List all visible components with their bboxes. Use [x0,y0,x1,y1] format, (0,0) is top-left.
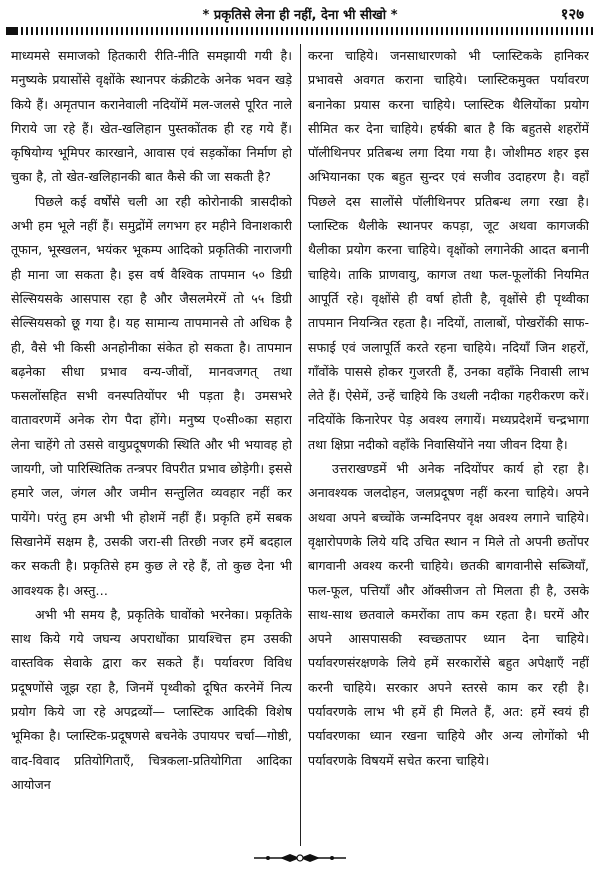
header-rule [6,27,594,35]
page-number: १२७ [560,5,584,23]
article-body [0,44,600,846]
paragraph: पिछले कई वर्षोंसे चली आ रही कोरोनाकी त्रासदीको अभी हम भूले नहीं हैं। समुद्रोंमें लगभग हर महीने विनाशकारी तूफान, भूस्खलन, भयंकर भूकम्प आदिको प्रकृतिकी नाराजगी ही माना जा सकता है। इस वर्ष वैश्विक तापमान ५० डिग्री सेल्सियसके आसपास रहा है और जैसलमेरमें तो ५५ डिग्री सेल्सियसको छू गया है। यह सामान्य तापमानसे तो अधिक है ही, वैसे भी किसी अनहोनीका संकेत हो सकता है। तापमान बढ़नेका सीधा प्रभाव वन्य-जीवों, मानवजगत् तथा फसलोंसहित सभी वनस्पतियोंपर भी पड़ता है। उमसभरे वातावरणमें अनेक रोग पैदा होंगे। मनुष्य ए०सी०का सहारा लेना चाहेंगे तो उससे वायुप्रदूषणकी स्थिति और भी भयावह हो जायगी, जो पारिस्थितिक तन्त्रपर विपरीत प्रभाव छोड़ेगी। इससे हमारे जल, जंगल और जमीन सन्तुलित व्यवहार नहीं कर पायेंगे। परंतु हम अभी भी होशमें नहीं हैं। प्रकृति हमें सबक सिखानेमें सक्षम है, उसकी जरा-सी तिरछी नजर हमें बदहाल कर सकती है। प्रकृतिसे हम कुछ ले रहे हैं, तो कुछ देना भी आवश्यक है। अस्तु… [11,193,292,598]
right-column [308,44,589,846]
paragraph: माध्यमसे समाजको हितकारी रीति-नीति समझायी गयी है। मनुष्यके प्रयासोंसे वृक्षोंके स्थानपर कंक्रीटके अनेक भवन खड़े किये हैं। अमृतपान करानेवाली नदियोंमें मल-जलसे पूरित नाले गिराये जा रहे हैं। खेत-खलिहान पुस्तकोंतक ही रह गये हैं। कृषियोग्य भूमिपर कारखाने, आवास एवं सड़कोंका निर्माण हो चुका है, तो खेत-खलिहानकी बात कैसे की जा सकती है? [11,48,292,185]
paragraph: करना चाहिये। जनसाधारणको भी प्लास्टिकके हानिकर प्रभावसे अवगत कराना चाहिये। प्लास्टिकमुक्त पर्यावरण बनानेका प्रयास करना चाहिये। प्लास्टिक थैलियोंका प्रयोग सीमित कर देना चाहिये। हर्षकी बात है कि बहुतसे शहरोंमें पॉलीथिनपर प्रतिबन्ध लगा दिया गया है। जोशीमठ शहर इस अभियानका एक बहुत सुन्दर एवं सजीव उदाहरण है। वहाँ पिछले दस सालोंसे पॉलीथिनपर प्रतिबन्ध लगा रखा है। प्लास्टिक थैलीके स्थानपर कपड़ा, जूट अथवा कागजकी थैलीका प्रयोग करना चाहिये। वृक्षोंको लगानेकी आदत बनानी चाहिये। ताकि प्राणवायु, कागज तथा फल-फूलोंकी नियमित आपूर्ति रहे। वृक्षोंसे ही वर्षा होती है, वृक्षोंसे ही पृथ्वीका तापमान नियन्त्रित रहता है। नदियों, तालाबों, पोखरोंकी साफ-सफाई एवं जलापूर्ति करते रहना चाहिये। नदियाँ जिन शहरों, गाँवोंके पाससे होकर गुजरती हैं, उनका वहाँके निवासी लाभ लेते हैं। ऐसेमें, उन्हें चाहिये कि उथली नदीका गहरीकरण करें। नदियोंके किनारेपर पेड़ अवश्य लगायें। मध्यप्रदेशमें चन्द्रभागा तथा क्षिप्रा नदीको वहाँके निवासियोंने नया जीवन दिया है। [308,48,589,452]
left-column [11,44,292,846]
paragraph: अभी भी समय है, प्रकृतिके घावोंको भरनेका। प्रकृतिके साथ किये गये जघन्य अपराधोंका प्रायश्चित्त हम उसकी वास्तविक सेवाके द्वारा कर सकते हैं। पर्यावरण विविध प्रदूषणोंसे जूझ रहा है, जिनमें पृथ्वीको दूषित करनेमें नित्य प्रयोग किये जा रहे अपद्रव्यों— प्लास्टिक आदिकी विशेष भूमिका है। प्लास्टिक-प्रदूषणसे बचनेके उपायपर चर्चा—गोष्ठी, वाद-विवाद प्रतियोगिताएँ, चित्रकला-प्रतियोगिता आदिका आयोजन [11,606,292,792]
end-ornament-icon [250,852,350,864]
page-header [0,0,600,26]
column-divider [300,44,301,846]
paragraph: उत्तराखण्डमें भी अनेक नदियोंपर कार्य हो रहा है। अनावश्यक जलदोहन, जलप्रदूषण नहीं करना चाहिये। अपने अथवा अपने बच्चोंके जन्मदिनपर वृक्ष अवश्य लगाने चाहिये। वृक्षारोपणके लिये यदि उचित स्थान न मिले तो अपनी छतोंपर बागवानी अवश्य करनी चाहिये। छतकी बागवानीसे सब्जियाँ, फल-फूल, पत्तियाँ और ऑक्सीजन तो मिलता ही है, उसके साथ-साथ छतवाले कमरोंका ताप कम रहता है। घरमें और अपने आसपासकी स्वच्छतापर ध्यान देना चाहिये। पर्यावरणसंरक्षणके लिये हमें सरकारोंसे बहुत अपेक्षाएँ नहीं करनी चाहिये। सरकार अपने स्तरसे काम कर रही है। पर्यावरणके लाभ भी हमें ही मिलते हैं, अत: हमें स्वयं ही पर्यावरणका ध्यान रखना चाहिये और अन्य लोगोंको भी पर्यावरणके विषयमें सचेत करना चाहिये। [308,461,589,768]
running-title: * प्रकृतिसे लेना ही नहीं, देना भी सीखो * [202,8,398,23]
